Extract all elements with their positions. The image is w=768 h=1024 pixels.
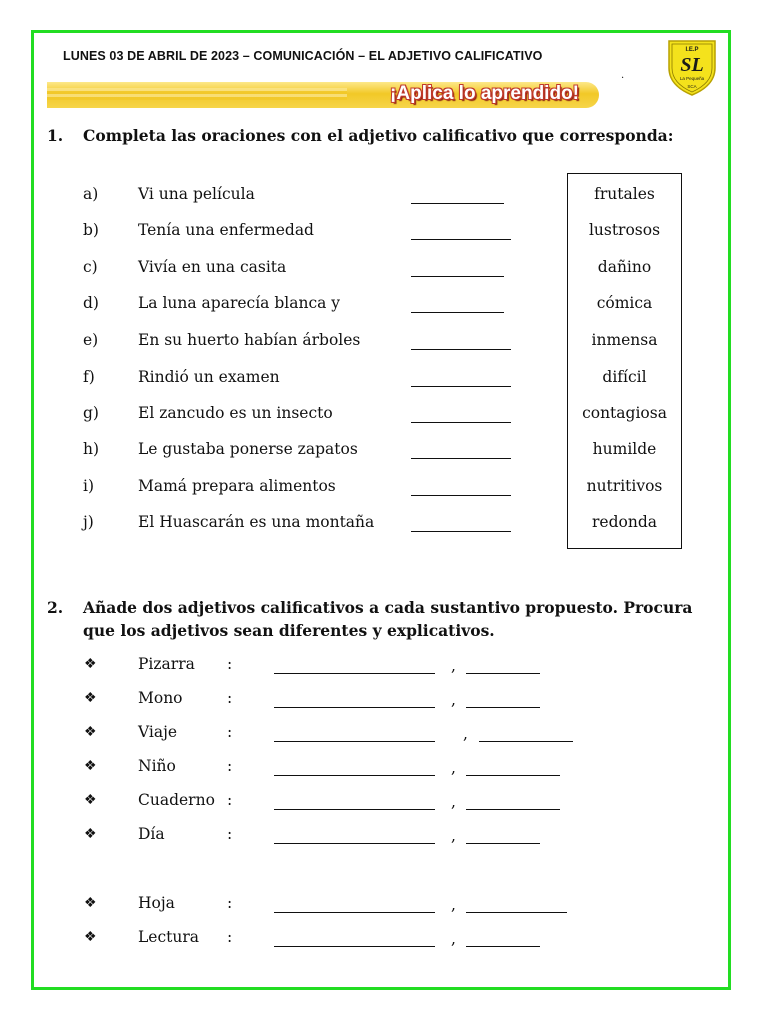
exercise-2-instruction: Añade dos adjetivos calificativos a cada sustantivo propuesto. Procura que los adjetivos sean diferentes y explicativos.: [83, 598, 693, 640]
answer-blank[interactable]: [411, 458, 511, 459]
word-bank-item: contagiosa: [582, 404, 667, 422]
adjective-blank-2[interactable]: [466, 843, 540, 844]
item-sentence: Rindió un examen: [138, 368, 280, 386]
adjective-blank-2[interactable]: [466, 707, 540, 708]
logo-sub-text: La Pequeña: [679, 76, 705, 81]
exercise-2-number: 2.: [47, 598, 64, 617]
adjective-blank-1[interactable]: [274, 775, 435, 776]
noun-colon: :: [227, 825, 233, 843]
logo-top-text: I.E.P: [685, 47, 699, 53]
word-bank-item: humilde: [592, 440, 657, 458]
item-sentence: Vi una película: [138, 185, 255, 203]
school-logo-shield-icon: [666, 38, 718, 96]
item-letter: j): [83, 513, 94, 531]
comma-separator: ,: [451, 930, 456, 948]
bullet-diamond-icon: ❖: [84, 895, 97, 911]
adjective-blank-1[interactable]: [274, 707, 435, 708]
answer-blank[interactable]: [411, 422, 511, 423]
noun-label: Niño: [138, 757, 176, 775]
word-bank-item: dañino: [597, 258, 652, 276]
noun-label: Pizarra: [138, 655, 195, 673]
word-bank-item: nutritivos: [586, 477, 663, 495]
adjective-blank-2[interactable]: [466, 946, 540, 947]
word-bank-item: difícil: [602, 368, 647, 386]
item-sentence: En su huerto habían árboles: [138, 331, 361, 349]
item-letter: d): [83, 294, 99, 312]
noun-colon: :: [227, 791, 233, 809]
noun-colon: :: [227, 723, 233, 741]
noun-colon: :: [227, 894, 233, 912]
comma-separator: ,: [463, 725, 468, 743]
answer-blank[interactable]: [411, 531, 511, 532]
noun-label: Viaje: [138, 723, 178, 741]
adjective-blank-2[interactable]: [466, 673, 540, 674]
banner-text: ¡Aplica lo aprendido!: [390, 83, 579, 104]
noun-colon: :: [227, 757, 233, 775]
item-letter: h): [83, 440, 100, 458]
noun-label: Día: [138, 825, 165, 843]
item-letter: f): [83, 368, 95, 386]
item-sentence: Le gustaba ponerse zapatos: [138, 440, 358, 458]
logo-bottom-text: SCA: [687, 84, 697, 89]
item-letter: c): [83, 258, 98, 276]
logo-initials: SL: [680, 54, 704, 76]
bullet-diamond-icon: ❖: [84, 758, 97, 774]
adjective-blank-2[interactable]: [466, 912, 567, 913]
adjective-blank-1[interactable]: [274, 946, 435, 947]
item-sentence: Tenía una enfermedad: [138, 221, 314, 239]
apply-banner: [47, 82, 599, 108]
noun-colon: :: [227, 689, 233, 707]
adjective-blank-1[interactable]: [274, 912, 435, 913]
comma-separator: ,: [451, 827, 456, 845]
stray-dot: .: [621, 70, 625, 81]
page-title: LUNES 03 DE ABRIL DE 2023 – COMUNICACIÓN – EL ADJETIVO CALIFICATIVO: [63, 49, 543, 63]
item-letter: e): [83, 331, 99, 349]
item-letter: i): [83, 477, 95, 495]
bullet-diamond-icon: ❖: [84, 826, 97, 842]
comma-separator: ,: [451, 691, 456, 709]
item-letter: g): [83, 404, 99, 422]
exercise-1-instruction: Completa las oraciones con el adjetivo calificativo que corresponda:: [83, 126, 674, 145]
comma-separator: ,: [451, 896, 456, 914]
answer-blank[interactable]: [411, 312, 504, 313]
bullet-diamond-icon: ❖: [84, 656, 97, 672]
adjective-blank-1[interactable]: [274, 809, 435, 810]
exercise-1-number: 1.: [47, 126, 64, 145]
bullet-diamond-icon: ❖: [84, 929, 97, 945]
word-bank-item: inmensa: [591, 331, 658, 349]
item-sentence: El zancudo es un insecto: [138, 404, 333, 422]
word-bank-item: lustrosos: [588, 221, 661, 239]
answer-blank[interactable]: [411, 386, 511, 387]
bullet-diamond-icon: ❖: [84, 724, 97, 740]
adjective-blank-1[interactable]: [274, 673, 435, 674]
word-bank-item: frutales: [594, 185, 655, 203]
noun-colon: :: [227, 655, 233, 673]
answer-blank[interactable]: [411, 239, 511, 240]
word-bank-item: redonda: [592, 513, 657, 531]
answer-blank[interactable]: [411, 276, 504, 277]
comma-separator: ,: [451, 657, 456, 675]
item-letter: a): [83, 185, 99, 203]
noun-label: Lectura: [138, 928, 200, 946]
answer-blank[interactable]: [411, 203, 504, 204]
item-sentence: Mamá prepara alimentos: [138, 477, 336, 495]
word-bank-item: cómica: [596, 294, 653, 312]
item-sentence: El Huascarán es una montaña: [138, 513, 375, 531]
banner-stripes: [47, 88, 347, 100]
bullet-diamond-icon: ❖: [84, 690, 97, 706]
adjective-blank-2[interactable]: [466, 775, 560, 776]
item-sentence: La luna aparecía blanca y: [138, 294, 341, 312]
adjective-blank-1[interactable]: [274, 741, 435, 742]
noun-label: Hoja: [138, 894, 175, 912]
comma-separator: ,: [451, 793, 456, 811]
noun-label: Mono: [138, 689, 183, 707]
comma-separator: ,: [451, 759, 456, 777]
noun-colon: :: [227, 928, 233, 946]
answer-blank[interactable]: [411, 495, 511, 496]
answer-blank[interactable]: [411, 349, 511, 350]
adjective-blank-2[interactable]: [479, 741, 573, 742]
adjective-blank-1[interactable]: [274, 843, 435, 844]
adjective-blank-2[interactable]: [466, 809, 560, 810]
item-letter: b): [83, 221, 99, 239]
noun-label: Cuaderno: [138, 791, 215, 809]
item-sentence: Vivía en una casita: [138, 258, 287, 276]
bullet-diamond-icon: ❖: [84, 792, 97, 808]
